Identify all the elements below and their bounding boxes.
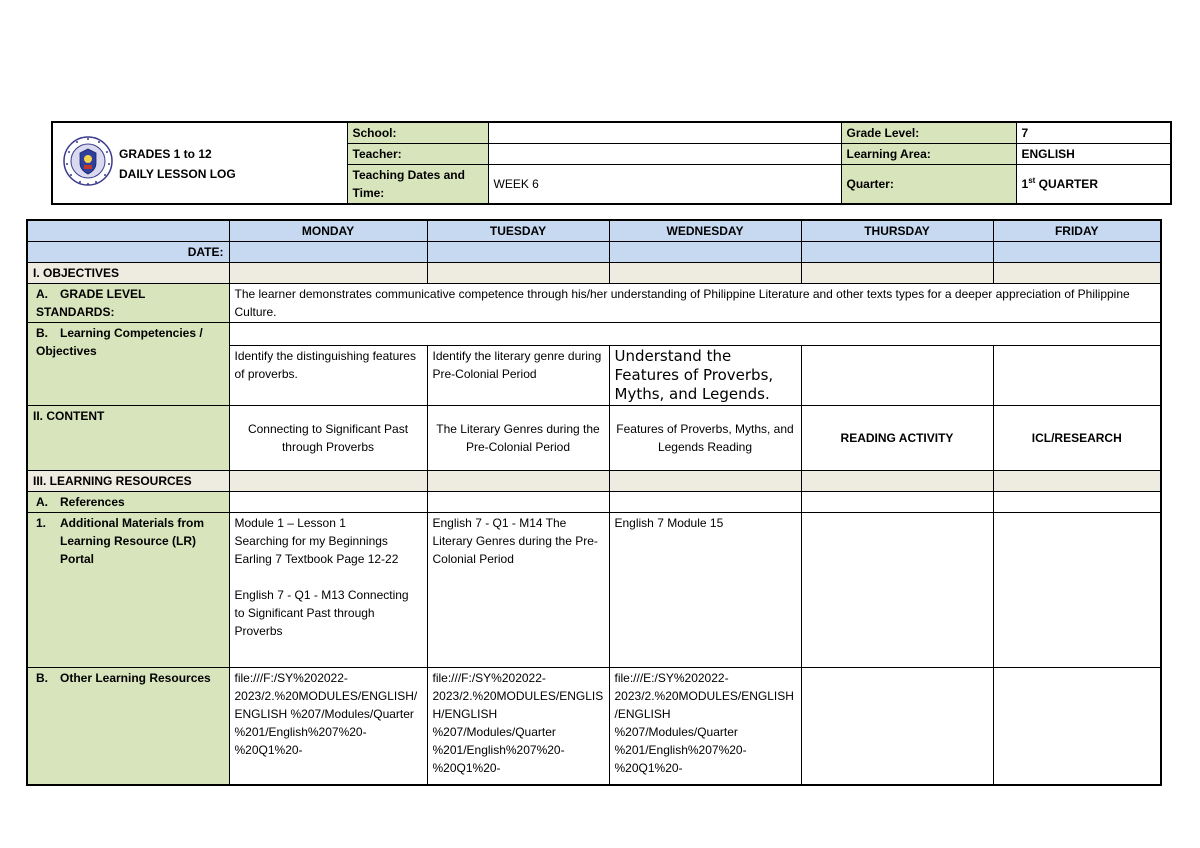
competencies-merged-cell[interactable] bbox=[229, 323, 1161, 346]
date-label: DATE: bbox=[27, 242, 229, 263]
competencies-header-row bbox=[27, 323, 1161, 346]
date-row bbox=[27, 242, 1161, 263]
competencies-letter: B. bbox=[36, 326, 48, 340]
other-resources-label bbox=[27, 668, 229, 786]
additional-materials-wednesday[interactable]: English 7 Module 15 bbox=[609, 513, 801, 668]
references-row bbox=[27, 492, 1161, 513]
header-table bbox=[51, 121, 1172, 205]
content-wednesday[interactable]: Features of Proverbs, Myths, and Legends Reading bbox=[609, 406, 801, 471]
grade-level-standards-row bbox=[27, 284, 1161, 323]
days-header-row bbox=[27, 220, 1161, 242]
objectives-heading: I. OBJECTIVES bbox=[27, 263, 229, 284]
other-resources-thursday[interactable] bbox=[801, 668, 993, 786]
competencies-label-text: Learning Competencies / Objectives bbox=[36, 326, 203, 358]
content-monday[interactable]: Connecting to Significant Past through Proverbs bbox=[229, 406, 427, 471]
header-logo-cell bbox=[52, 122, 347, 204]
date-monday[interactable] bbox=[229, 242, 427, 263]
other-resources-friday[interactable] bbox=[993, 668, 1161, 786]
day-friday: FRIDAY bbox=[993, 220, 1161, 242]
day-monday: MONDAY bbox=[229, 220, 427, 242]
content-friday[interactable]: ICL/RESEARCH bbox=[993, 406, 1161, 471]
competency-friday[interactable] bbox=[993, 346, 1161, 406]
standards-letter: A. bbox=[36, 287, 48, 301]
quarter-number: 1 bbox=[1021, 177, 1029, 191]
days-header-blank bbox=[27, 220, 229, 242]
competency-thursday[interactable] bbox=[801, 346, 993, 406]
content-row bbox=[27, 406, 1161, 471]
date-wednesday[interactable] bbox=[609, 242, 801, 263]
other-resources-row bbox=[27, 668, 1161, 786]
deped-seal-logo bbox=[63, 132, 113, 195]
grade-level-label: Grade Level: bbox=[841, 122, 1016, 144]
additional-materials-thursday[interactable] bbox=[801, 513, 993, 668]
other-resources-letter: B. bbox=[36, 671, 48, 685]
quarter-text: QUARTER bbox=[1035, 177, 1098, 191]
objectives-section-row bbox=[27, 263, 1161, 284]
content-thursday[interactable]: READING ACTIVITY bbox=[801, 406, 993, 471]
quarter-suffix: st bbox=[1028, 176, 1036, 185]
teaching-dates-value[interactable]: WEEK 6 bbox=[488, 165, 841, 205]
resources-section-row bbox=[27, 471, 1161, 492]
other-resources-label-text: Other Learning Resources bbox=[60, 671, 211, 685]
additional-materials-label bbox=[27, 513, 229, 668]
day-tuesday: TUESDAY bbox=[427, 220, 609, 242]
additional-materials-monday[interactable]: Module 1 – Lesson 1 Searching for my Beginnings Earling 7 Textbook Page 12-22 English 7 - Q1 - M13 Connecting to Significant Past through Proverbs bbox=[229, 513, 427, 668]
other-resources-tuesday[interactable]: file:///F:/SY%202022-2023/2.%20MODULES/ENGLISH/ENGLISH %207/Modules/Quarter %201/English%207%20-%20Q1%20- bbox=[427, 668, 609, 786]
content-heading: II. CONTENT bbox=[27, 406, 229, 471]
additional-materials-tuesday[interactable]: English 7 - Q1 - M14 The Literary Genres during the Pre-Colonial Period bbox=[427, 513, 609, 668]
references-letter: A. bbox=[36, 495, 48, 509]
header-title-line1: GRADES 1 to 12 bbox=[119, 147, 212, 161]
quarter-label: Quarter: bbox=[841, 165, 1016, 205]
learning-area-value[interactable]: ENGLISH bbox=[1016, 144, 1171, 165]
date-thursday[interactable] bbox=[801, 242, 993, 263]
day-wednesday: WEDNESDAY bbox=[609, 220, 801, 242]
other-resources-monday[interactable]: file:///F:/SY%202022-2023/2.%20MODULES/ENGLISH/ENGLISH %207/Modules/Quarter %201/English%207%20-%20Q1%20- bbox=[229, 668, 427, 786]
quarter-value[interactable] bbox=[1016, 165, 1171, 205]
school-value[interactable] bbox=[488, 122, 841, 144]
additional-materials-friday[interactable] bbox=[993, 513, 1161, 668]
grade-level-standards-text[interactable]: The learner demonstrates communicative competence through his/her understanding of Philippine Literature and other texts types for a deeper appreciation of Philippine Culture. bbox=[229, 284, 1161, 323]
additional-materials-row bbox=[27, 513, 1161, 668]
learning-competencies-label bbox=[27, 323, 229, 406]
grade-level-value[interactable]: 7 bbox=[1016, 122, 1171, 144]
standards-label-text: GRADE LEVEL STANDARDS: bbox=[36, 287, 146, 319]
competency-monday[interactable]: Identify the distinguishing features of proverbs. bbox=[229, 346, 427, 406]
competency-tuesday[interactable]: Identify the literary genre during Pre-Colonial Period bbox=[427, 346, 609, 406]
references-label bbox=[27, 492, 229, 513]
teacher-value[interactable] bbox=[488, 144, 841, 165]
day-thursday: THURSDAY bbox=[801, 220, 993, 242]
date-tuesday[interactable] bbox=[427, 242, 609, 263]
header-title-line2: DAILY LESSON LOG bbox=[119, 167, 236, 181]
references-label-text: References bbox=[60, 495, 125, 509]
date-friday[interactable] bbox=[993, 242, 1161, 263]
learning-area-label: Learning Area: bbox=[841, 144, 1016, 165]
resources-heading: III. LEARNING RESOURCES bbox=[27, 471, 229, 492]
competency-wednesday[interactable]: Understand the Features of Proverbs, Myths, and Legends. bbox=[609, 346, 801, 406]
header-title bbox=[119, 144, 236, 184]
additional-materials-label-text: Additional Materials from Learning Resource (LR) Portal bbox=[60, 516, 205, 566]
teaching-dates-label: Teaching Dates and Time: bbox=[347, 165, 488, 205]
lesson-log-table bbox=[26, 219, 1162, 786]
teacher-label: Teacher: bbox=[347, 144, 488, 165]
content-tuesday[interactable]: The Literary Genres during the Pre-Colonial Period bbox=[427, 406, 609, 471]
grade-level-standards-label bbox=[27, 284, 229, 323]
school-label: School: bbox=[347, 122, 488, 144]
other-resources-wednesday[interactable]: file:///E:/SY%202022-2023/2.%20MODULES/ENGLISH/ENGLISH %207/Modules/Quarter %201/English%207%20-%20Q1%20- bbox=[609, 668, 801, 786]
additional-materials-number: 1. bbox=[36, 516, 47, 530]
